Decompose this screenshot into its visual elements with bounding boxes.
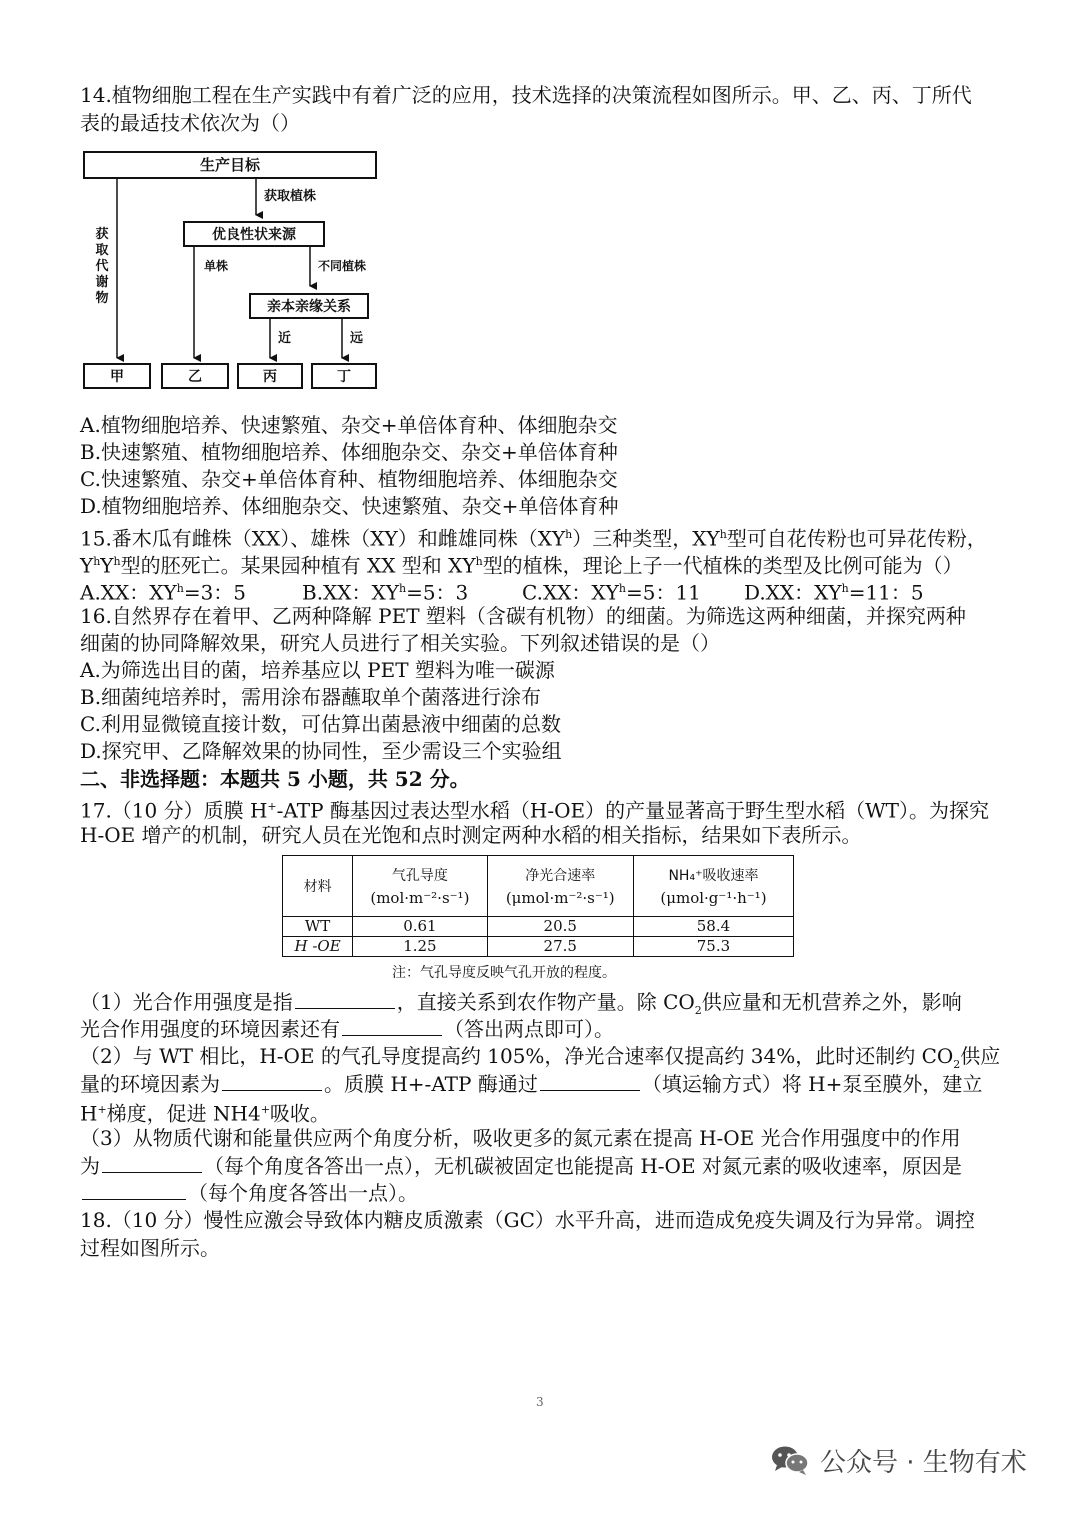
- answer-blank[interactable]: [342, 1015, 442, 1036]
- output-ding: 丁: [337, 369, 351, 385]
- q17-part2-line1: （2）与 WT 相比，H-OE 的气孔导度提高约 105%，净光合速率仅提高约 34%，此时还制约 $CO_2$供应: [80, 1044, 1001, 1071]
- q17-stem-line2: H-OE 增产的机制，研究人员在光饱和点时测定两种水稻的相关指标，结果如下表所示。: [80, 823, 862, 847]
- table-row: WT 0.61 20.5 58.4: [283, 917, 794, 937]
- q16-option-a: A.为筛选出目的菌，培养基应以 PET 塑料为唯一碳源: [80, 658, 555, 682]
- q14-flowchart: [80, 148, 380, 396]
- answer-blank[interactable]: [295, 988, 395, 1009]
- relation-box-label: 亲本亲缘关系: [267, 299, 351, 315]
- q14-stem-line2: 表的最适技术依次为（）: [80, 111, 300, 135]
- goal-box-label: 生产目标: [199, 156, 261, 174]
- output-yi: 乙: [188, 369, 202, 385]
- q18-stem-line1: 18.（10 分）慢性应激会导致体内糖皮质激素（GC）水平升高，进而造成免疫失调及行为异常。调控: [80, 1208, 975, 1232]
- different-plants-label: 不同植株: [318, 259, 367, 273]
- q17-part3-line3: （每个角度各答出一点）。: [80, 1179, 418, 1206]
- q16-option-c: C.利用显微镜直接计数，可估算出菌悬液中细菌的总数: [80, 712, 561, 736]
- q14-option-d: D.植物细胞培养、体细胞杂交、快速繁殖、杂交+单倍体育种: [80, 494, 619, 518]
- q14-option-c: C.快速繁殖、杂交+单倍体育种、植物细胞培养、体细胞杂交: [80, 467, 618, 491]
- q15-option-a: A.XX：$XY^h=3$：5: [80, 580, 247, 605]
- table-header-photosynthesis: 净光合速率 (μmol·m⁻²·s⁻¹): [487, 856, 633, 917]
- table-header-nh4: NH₄⁺吸收速率 (μmol·g⁻¹·h⁻¹): [633, 856, 793, 917]
- single-plant-label: 单株: [204, 259, 229, 273]
- table-header-stomatal: 气孔导度 (mol·m⁻²·s⁻¹): [353, 856, 487, 917]
- answer-blank[interactable]: [102, 1152, 202, 1173]
- answer-blank[interactable]: [222, 1070, 322, 1091]
- table-header-material: 材料: [283, 856, 353, 917]
- answer-blank[interactable]: [82, 1179, 186, 1200]
- q18-stem-line2: 过程如图所示。: [80, 1236, 220, 1260]
- far-label: 远: [350, 331, 364, 346]
- q16-option-b: B.细菌纯培养时，需用涂布器蘸取单个菌落进行涂布: [80, 685, 542, 709]
- q17-part3-line1: （3）从物质代谢和能量供应两个角度分析，吸收更多的氮元素在提高 H-OE 光合作用强度中的作用: [80, 1126, 961, 1150]
- table-row: H -OE 1.25 27.5 75.3: [283, 937, 794, 957]
- output-jia: 甲: [110, 369, 124, 385]
- q17-part1-line2: 光合作用强度的环境因素还有 （答出两点即可）。: [80, 1017, 614, 1041]
- get-plant-label: 获取植株: [264, 189, 317, 204]
- source-box-label: 优良性状来源: [212, 227, 296, 243]
- page-number: 3: [536, 1395, 544, 1409]
- watermark-text: 公众号 · 生物有术: [820, 1447, 1027, 1478]
- q17-part2-line2: 量的环境因素为 。质膜 H+-ATP 酶通过 （填运输方式）将 H+泵至膜外，建立: [80, 1072, 983, 1096]
- output-bing: 丙: [263, 369, 277, 385]
- wechat-watermark: [770, 1442, 1027, 1478]
- q15-option-c: C.XX：$XY^h=5$：11: [522, 580, 701, 605]
- wechat-icon: [770, 1444, 810, 1476]
- answer-blank[interactable]: [540, 1070, 640, 1091]
- q17-part1-line1: （1）光合作用强度是指 ，直接关系到农作物产量。除 $CO_2$供应量和无机营养之外，影响: [80, 990, 962, 1017]
- q17-stem-line1: 17.（10 分）质膜 H+-ATP 酶基因过表达型水稻（H-OE）的产量显著高于野生型水稻（WT）。为探究: [80, 798, 989, 823]
- q17-data-table: [282, 855, 794, 957]
- q14-option-a: A.植物细胞培养、快速繁殖、杂交+单倍体育种、体细胞杂交: [80, 413, 618, 437]
- q17-part2-line3: H+梯度，促进 NH4+吸收。: [80, 1101, 330, 1126]
- section-heading: 二、非选择题：本题共 5 小题，共 52 分。: [80, 767, 470, 791]
- table-note: 注：气孔导度反映气孔开放的程度。: [392, 965, 616, 981]
- q14-option-b: B.快速繁殖、植物细胞培养、体细胞杂交、杂交+单倍体育种: [80, 440, 618, 464]
- q15-stem-line1: 15.番木瓜有雌株（XX）、雄株（XY）和雌雄同株$(XY^h)$三种类型，$XY^h$型可自花传粉也可异花传粉，: [80, 526, 987, 551]
- q16-option-d: D.探究甲、乙降解效果的协同性，至少需设三个实验组: [80, 739, 562, 763]
- q15-stem-line2: $Y^hY^h$型的胚死亡。某果园种植有 XX 型和 $XY^h$型的植株，理论上子一代植株的类型及比例可能为（）: [80, 553, 963, 578]
- near-label: 近: [278, 331, 292, 346]
- q14-stem-line1: 14.植物细胞工程在生产实践中有着广泛的应用，技术选择的决策流程如图所示。甲、乙、丙、丁所代: [80, 83, 972, 107]
- q15-option-b: B.XX：$XY^h=5$：3: [302, 580, 469, 605]
- q17-part3-line2: 为 （每个角度各答出一点），无机碳被固定也能提高 H-OE 对氮元素的吸收速率，原因是: [80, 1154, 962, 1178]
- q16-stem-line2: 细菌的协同降解效果，研究人员进行了相关实验。下列叙述错误的是（）: [80, 631, 720, 655]
- q15-option-d: D.XX：$XY^h=11$：5: [744, 580, 924, 605]
- q16-stem-line1: 16.自然界存在着甲、乙两种降解 PET 塑料（含碳有机物）的细菌。为筛选这两种细菌，并探究两种: [80, 604, 966, 628]
- get-metabolite-label: 获取代谢物: [95, 227, 109, 306]
